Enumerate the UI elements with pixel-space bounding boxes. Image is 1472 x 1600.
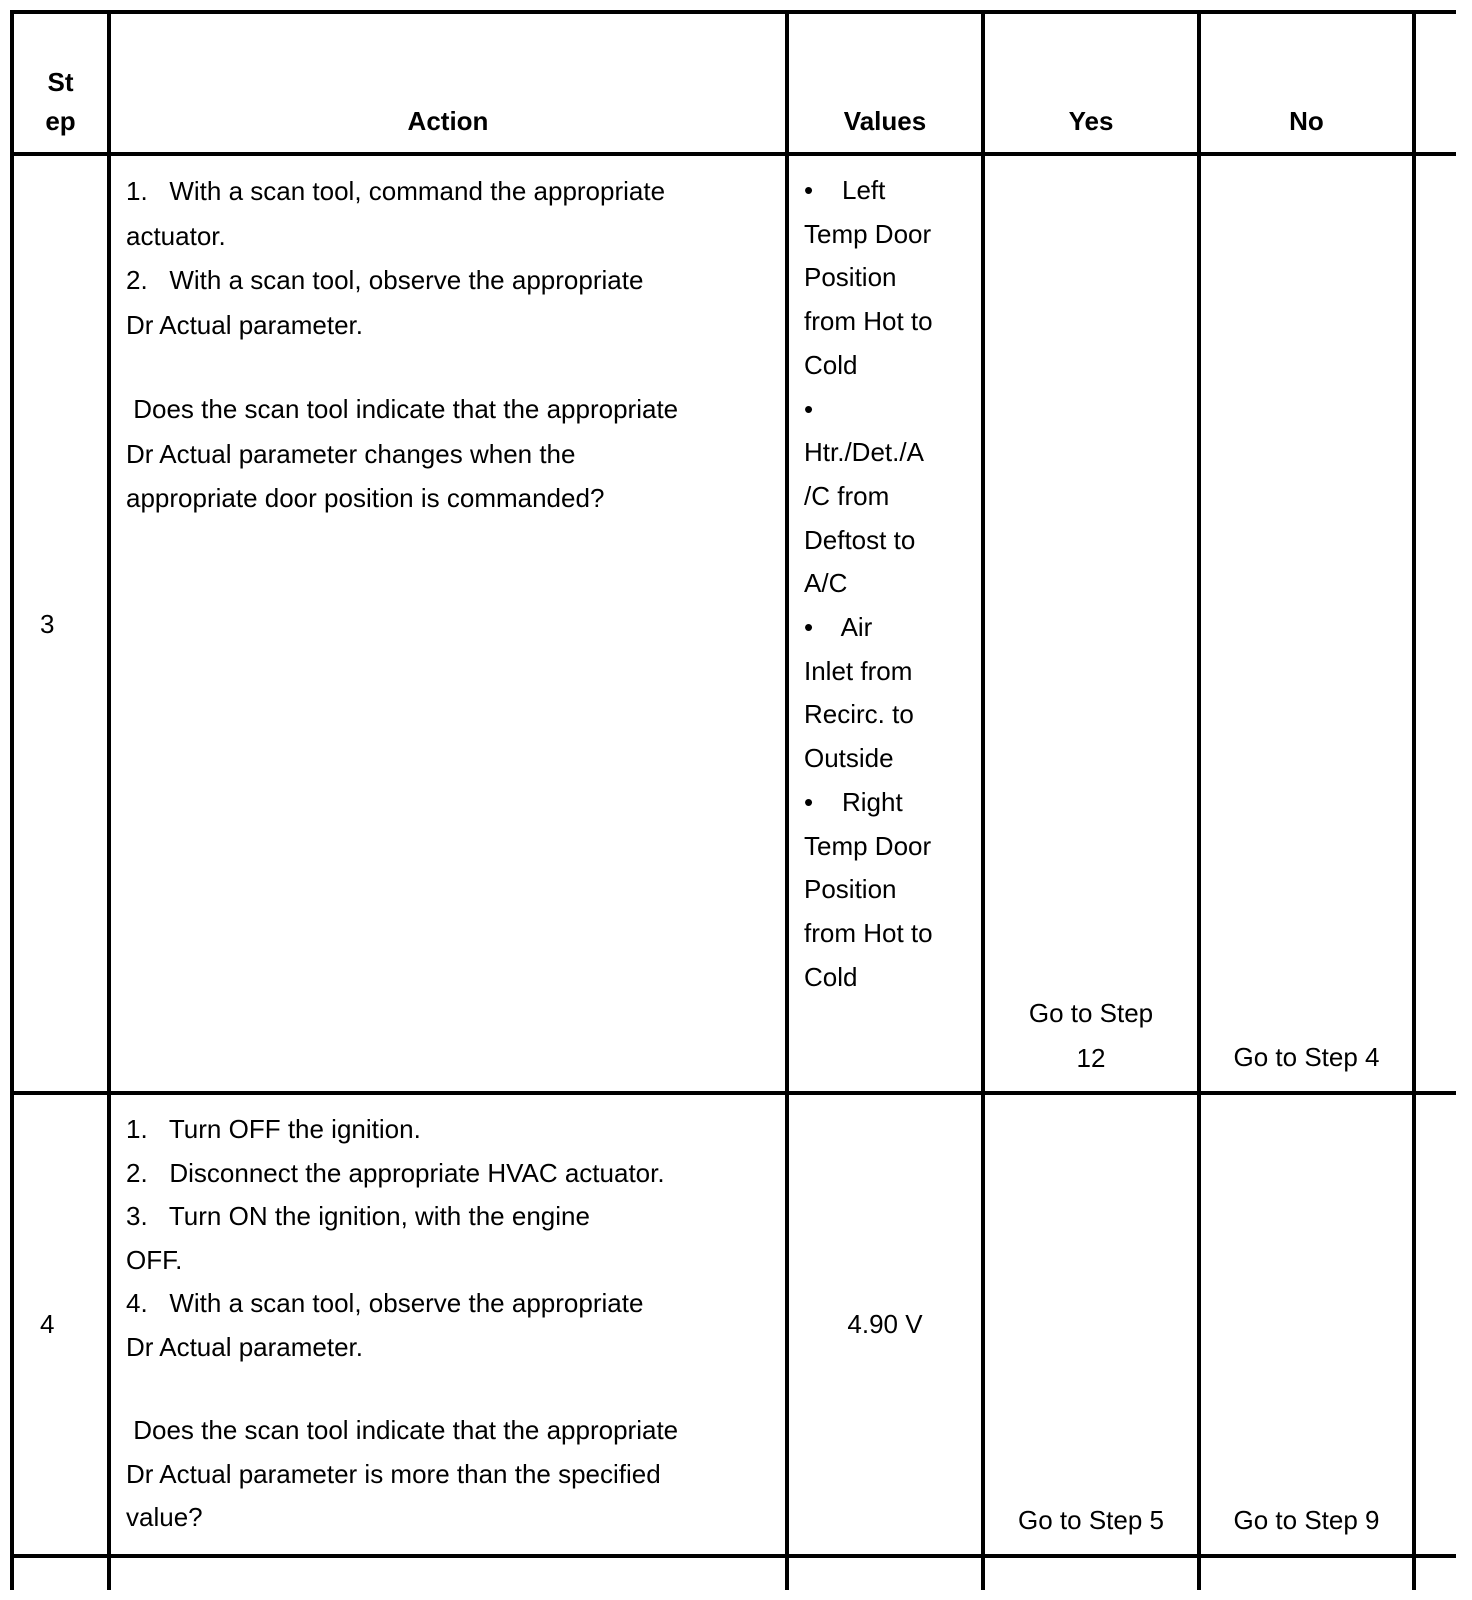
column-divider-yes <box>1197 10 1201 1590</box>
table-border-top <box>10 10 1456 14</box>
column-divider-values <box>981 10 985 1590</box>
action-question-line: appropriate door position is commanded? <box>126 483 605 513</box>
action-question-line: Does the scan tool indicate that the appropriate <box>126 1415 679 1445</box>
step-3-action <box>126 169 678 521</box>
row-divider <box>10 1091 1456 1095</box>
header-yes: Yes <box>1068 106 1114 136</box>
action-question-line: Dr Actual parameter is more than the specified <box>126 1458 661 1489</box>
header-no: No <box>1289 106 1324 136</box>
values-line: A/C <box>804 568 848 599</box>
action-line: 2. With a scan tool, observe the appropriate <box>126 265 644 295</box>
values-line: Recirc. to <box>804 699 914 730</box>
yes-line: 12 <box>1076 1042 1106 1073</box>
action-line: 2. Disconnect the appropriate HVAC actuator. <box>126 1157 665 1188</box>
values-line: from Hot to <box>804 917 933 948</box>
action-line: 4. With a scan tool, observe the appropriate <box>126 1288 644 1318</box>
step-4-yes: Go to Step 5 <box>1018 1505 1164 1535</box>
action-line: actuator. <box>126 220 226 251</box>
action-line: 1. With a scan tool, command the appropriate <box>126 176 666 206</box>
values-line: Position <box>804 262 897 293</box>
header-divider <box>10 152 1456 156</box>
action-line: 1. Turn OFF the ignition. <box>126 1114 421 1144</box>
values-line: • Left <box>804 175 886 205</box>
values-line: /C from <box>804 480 890 511</box>
values-line: Cold <box>804 961 858 992</box>
values-line: from Hot to <box>804 306 933 337</box>
step-3-values <box>804 169 933 999</box>
step-4-no: Go to Step 9 <box>1233 1505 1380 1535</box>
action-line: Dr Actual parameter. <box>126 309 363 340</box>
table-border-bottom <box>10 1554 1456 1558</box>
step-4-value: 4.90 V <box>847 1309 923 1339</box>
header-action: Action <box>407 106 489 136</box>
action-line: 3. Turn ON the ignition, with the engine <box>126 1201 590 1231</box>
header-step <box>14 63 107 141</box>
values-line: • Right <box>804 786 903 817</box>
values-line: Position <box>804 874 897 905</box>
values-line: Inlet from <box>804 655 913 686</box>
values-line: Temp Door <box>804 218 932 249</box>
header-step-line2: ep <box>45 106 76 136</box>
action-line: Dr Actual parameter. <box>126 1331 363 1362</box>
action-line: OFF. <box>126 1244 183 1275</box>
table-border-right <box>1412 10 1416 1590</box>
values-line: Outside <box>804 743 894 774</box>
step-3-no: Go to Step 4 <box>1233 1042 1380 1072</box>
step-4-number: 4 <box>40 1309 55 1339</box>
diagnostic-table <box>10 10 1456 1590</box>
values-line: Cold <box>804 349 858 380</box>
yes-line: Go to Step <box>1028 998 1154 1028</box>
step-3-yes <box>985 991 1197 1080</box>
values-line: Temp Door <box>804 830 932 861</box>
action-question-line: value? <box>126 1502 203 1532</box>
table-border-left <box>10 10 14 1590</box>
values-line: Htr./Det./A <box>804 437 924 468</box>
column-divider-step <box>107 10 111 1590</box>
step-3-number: 3 <box>40 609 55 639</box>
values-line: • <box>804 393 814 424</box>
column-divider-action <box>785 10 789 1590</box>
values-line: • Air <box>804 612 873 643</box>
step-4-action <box>126 1108 678 1540</box>
values-line: Deftost to <box>804 524 916 555</box>
header-step-line1: St <box>47 67 74 97</box>
action-question-line: Does the scan tool indicate that the appropriate <box>126 394 679 424</box>
header-values: Values <box>843 106 927 136</box>
action-question-line: Dr Actual parameter changes when the <box>126 438 576 469</box>
